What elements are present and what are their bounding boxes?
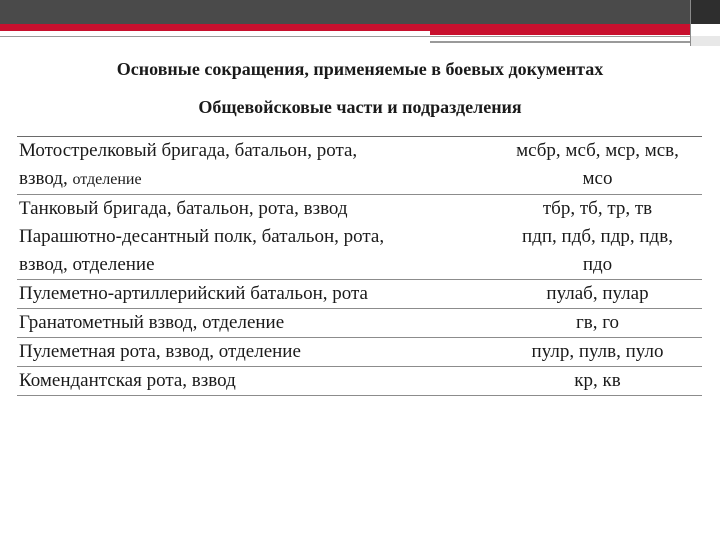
table-row [17,338,702,367]
section-subtitle: Общевойсковые части и подразделения [198,97,522,117]
abbr-text: пдо [582,254,613,275]
grey-accent-line [0,36,690,37]
header-shade [691,36,720,46]
header-corner [690,0,720,24]
unit-cell: Пулеметно-артиллерийский батальон, рота [17,280,493,309]
abbreviations-table [17,136,702,396]
unit-cell [17,223,493,280]
header-band [0,0,720,24]
grey-accent-line-secondary [430,41,690,43]
unit-text: Мотострелковый бригада, батальон, рота, [19,140,358,161]
abbr-cell: тбр, тб, тр, тв [493,195,702,224]
table-row [17,280,702,309]
red-accent-bar [0,24,690,31]
unit-cell: Гранатометный взвод, отделение [17,309,493,338]
abbr-text: мсо [582,168,613,189]
abbr-cell: кр, кв [493,367,702,396]
abbr-cell: пулр, пулв, пуло [493,338,702,367]
page-title: Основные сокращения, применяемые в боевых документах [116,59,604,79]
abbr-cell [493,223,702,280]
abbr-cell: гв, го [493,309,702,338]
abbr-text: мсбр, мсб, мср, мсв, [516,140,679,161]
unit-text: взвод, отделение [19,254,155,275]
table-row [17,309,702,338]
table-row [17,195,702,224]
unit-cell: Пулеметная рота, взвод, отделение [17,338,493,367]
table-row [17,367,702,396]
abbr-cell: пулаб, пулар [493,280,702,309]
abbr-cell [493,137,702,195]
unit-cell: Комендантская рота, взвод [17,367,493,396]
unit-text: взвод, [19,168,73,189]
unit-text-small: отделение [72,171,142,188]
unit-text: Парашютно-десантный полк, батальон, рота, [19,226,385,247]
table-row [17,223,702,280]
unit-cell [17,137,493,195]
abbr-text: пдп, пдб, пдр, пдв, [522,226,673,247]
table-row [17,137,702,195]
red-accent-bar-secondary [430,31,690,35]
unit-cell: Танковый бригада, батальон, рота, взвод [17,195,493,224]
